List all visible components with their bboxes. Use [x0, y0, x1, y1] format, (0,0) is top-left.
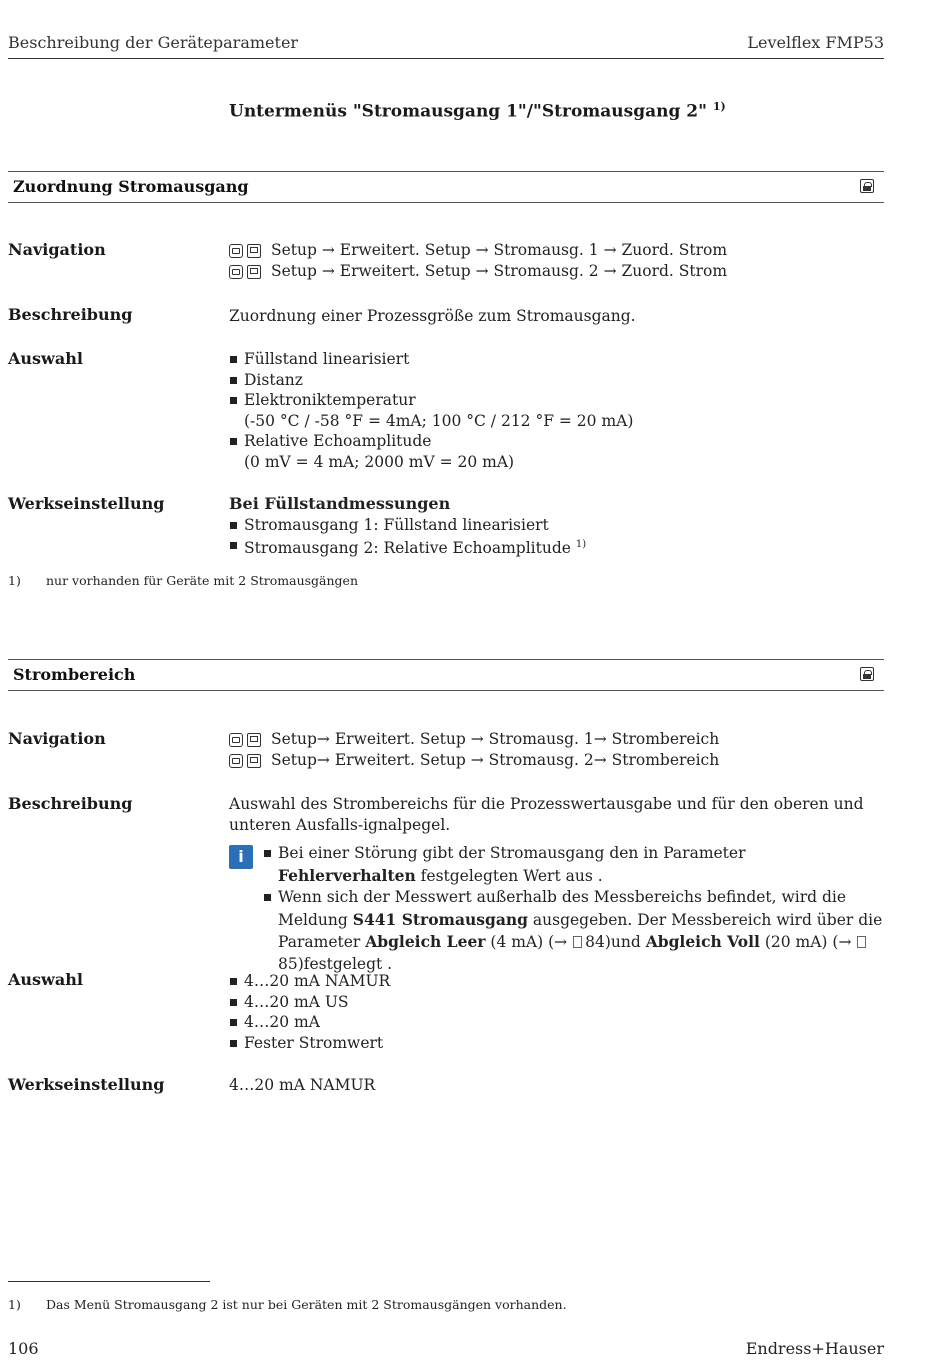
display-icon — [247, 733, 261, 747]
list-item: 4…20 mA US — [229, 992, 390, 1013]
list-item: Wenn sich der Messwert außerhalb des Messbereichs befindet, wird die Meldung S441 Stromausgang ausgegeben. Der Messbereich wird über die Parameter Abgleich Leer (4 mA) (→ 84)und Abgleich Voll (20 mA) (→85)festgelegt . — [263, 887, 883, 975]
section-footnote: 1) nur vorhanden für Geräte mit 2 Stromausgängen — [8, 573, 359, 588]
choice-list — [229, 349, 633, 472]
description-label: Beschreibung — [8, 305, 133, 324]
navigation-path: Setup → Erweitert. Setup → Stromausg. 1 → Zuord. Strom Setup → Erweitert. Setup → Stromausg. 2 → Zuord. Strom — [229, 240, 727, 282]
info-notes — [263, 843, 883, 975]
list-item: Elektroniktemperatur — [229, 390, 633, 411]
list-item: Bei einer Störung gibt der Stromausgang den in Parameter Fehlerverhalten festgelegten Wert aus . — [263, 843, 883, 887]
lock-icon — [860, 179, 874, 193]
choice-label: Auswahl — [8, 349, 83, 368]
default-values — [229, 494, 586, 559]
default-value: 4…20 mA NAMUR — [229, 1076, 376, 1094]
list-item: Distanz — [229, 370, 633, 391]
navigation-label: Navigation — [8, 729, 106, 748]
keypad-icon — [229, 265, 243, 279]
default-label: Werkseinstellung — [8, 494, 165, 513]
display-icon — [247, 754, 261, 768]
description-text: Zuordnung einer Prozessgröße zum Stromausgang. — [229, 307, 636, 325]
description-label: Beschreibung — [8, 794, 133, 813]
list-item-note: (0 mV = 4 mA; 2000 mV = 20 mA) — [244, 452, 515, 471]
page-number: 106 — [8, 1339, 39, 1358]
navigation-label: Navigation — [8, 240, 106, 259]
section-header-strombereich — [8, 659, 884, 691]
page-footnote: 1) Das Menü Stromausgang 2 ist nur bei Geräten mit 2 Stromausgängen vorhanden. — [8, 1297, 567, 1312]
lock-icon — [860, 667, 874, 681]
list-item: Relative Echoamplitude — [229, 431, 633, 452]
list-item-note: (-50 °C / -58 °F = 4mA; 100 °C / 212 °F = 20 mA) — [244, 411, 634, 430]
display-icon — [247, 265, 261, 279]
navigation-path: Setup→ Erweitert. Setup → Stromausg. 1→ Strombereich Setup→ Erweitert. Setup → Stromausg. 2→ Strombereich — [229, 729, 719, 771]
choice-label: Auswahl — [8, 970, 83, 989]
brand-name: Endress+Hauser — [745, 1339, 884, 1358]
keypad-icon — [229, 733, 243, 747]
header-rule — [8, 58, 884, 59]
menu-title: Untermenüs "Stromausgang 1"/"Stromausgang 2" $^{1)}$ — [229, 100, 726, 122]
list-item: Füllstand linearisiert — [229, 349, 633, 370]
section-title: Zuordnung Stromausgang — [13, 177, 249, 196]
list-item: Fester Stromwert — [229, 1033, 390, 1054]
default-label: Werkseinstellung — [8, 1075, 165, 1094]
section-header-zuordnung — [8, 171, 884, 203]
list-item: Stromausgang 2: Relative Echoamplitude $^{1)}$ — [229, 535, 586, 559]
description-text: Auswahl des Strombereichs für die Prozesswertausgabe und für den oberen und unteren Ausfalls-ignalpegel. — [229, 795, 864, 834]
display-icon — [247, 244, 261, 258]
keypad-icon — [229, 244, 243, 258]
list-item: 4…20 mA — [229, 1012, 390, 1033]
page-icon — [857, 936, 866, 948]
header-left: Beschreibung der Geräteparameter — [8, 33, 299, 52]
footnote-rule — [8, 1281, 210, 1282]
choice-list — [229, 971, 390, 1053]
default-heading: Bei Füllstandmessungen — [229, 494, 451, 513]
keypad-icon — [229, 754, 243, 768]
list-item: Stromausgang 1: Füllstand linearisiert — [229, 515, 586, 536]
section-title: Strombereich — [13, 665, 136, 684]
info-icon: i — [229, 845, 253, 869]
page-icon — [573, 936, 582, 948]
list-item: 4…20 mA NAMUR — [229, 971, 390, 992]
header-right: Levelflex FMP53 — [747, 33, 884, 52]
